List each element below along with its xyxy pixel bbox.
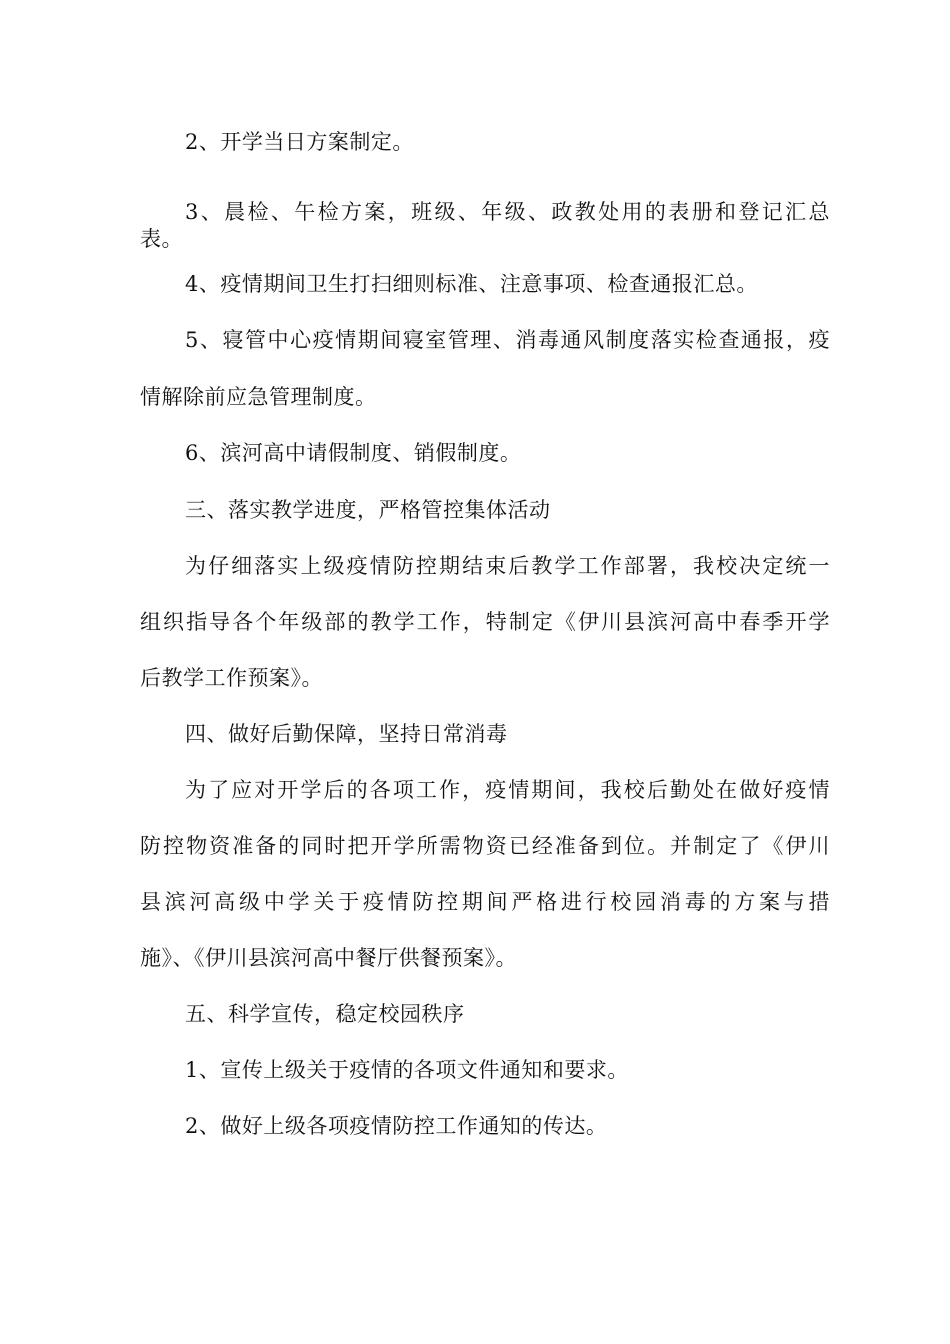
paragraph-line: 2、开学当日方案制定。 (185, 130, 414, 154)
section-heading: 五、科学宣传，稳定校园秩序 (185, 1002, 465, 1026)
paragraph-line: 县滨河高级中学关于疫情防控期间严格进行校园消毒的方案与措 (140, 890, 830, 914)
paragraph-line: 后教学工作预案》。 (140, 666, 323, 690)
paragraph-line: 表。 (140, 227, 183, 251)
paragraph-line: 1、宣传上级关于疫情的各项文件通知和要求。 (185, 1058, 629, 1082)
paragraph-line: 防控物资准备的同时把开学所需物资已经准备到位。并制定了《伊川 (140, 834, 830, 858)
paragraph-line: 6、滨河高中请假制度、销假制度。 (185, 441, 522, 465)
paragraph-line: 3、晨检、午检方案，班级、年级、政教处用的表册和登记汇总 (185, 200, 830, 224)
paragraph-line: 组织指导各个年级部的教学工作，特制定《伊川县滨河高中春季开学 (140, 610, 830, 634)
paragraph-line: 为仔细落实上级疫情防控期结束后教学工作部署，我校决定统一 (185, 554, 830, 578)
paragraph-line: 为了应对开学后的各项工作，疫情期间，我校后勤处在做好疫情 (185, 778, 830, 802)
paragraph-line: 施》、《伊川县滨河高中餐厅供餐预案》。 (140, 946, 517, 970)
section-heading: 四、做好后勤保障，坚持日常消毒 (185, 722, 508, 746)
paragraph-line: 4、疫情期间卫生打扫细则标准、注意事项、检查通报汇总。 (185, 272, 758, 296)
paragraph-line: 情解除前应急管理制度。 (140, 385, 377, 409)
paragraph-line: 5、寝管中心疫情期间寝室管理、消毒通风制度落实检查通报，疫 (185, 328, 830, 352)
paragraph-line: 2、做好上级各项疫情防控工作通知的传达。 (185, 1114, 608, 1138)
section-heading: 三、落实教学进度，严格管控集体活动 (185, 498, 551, 522)
